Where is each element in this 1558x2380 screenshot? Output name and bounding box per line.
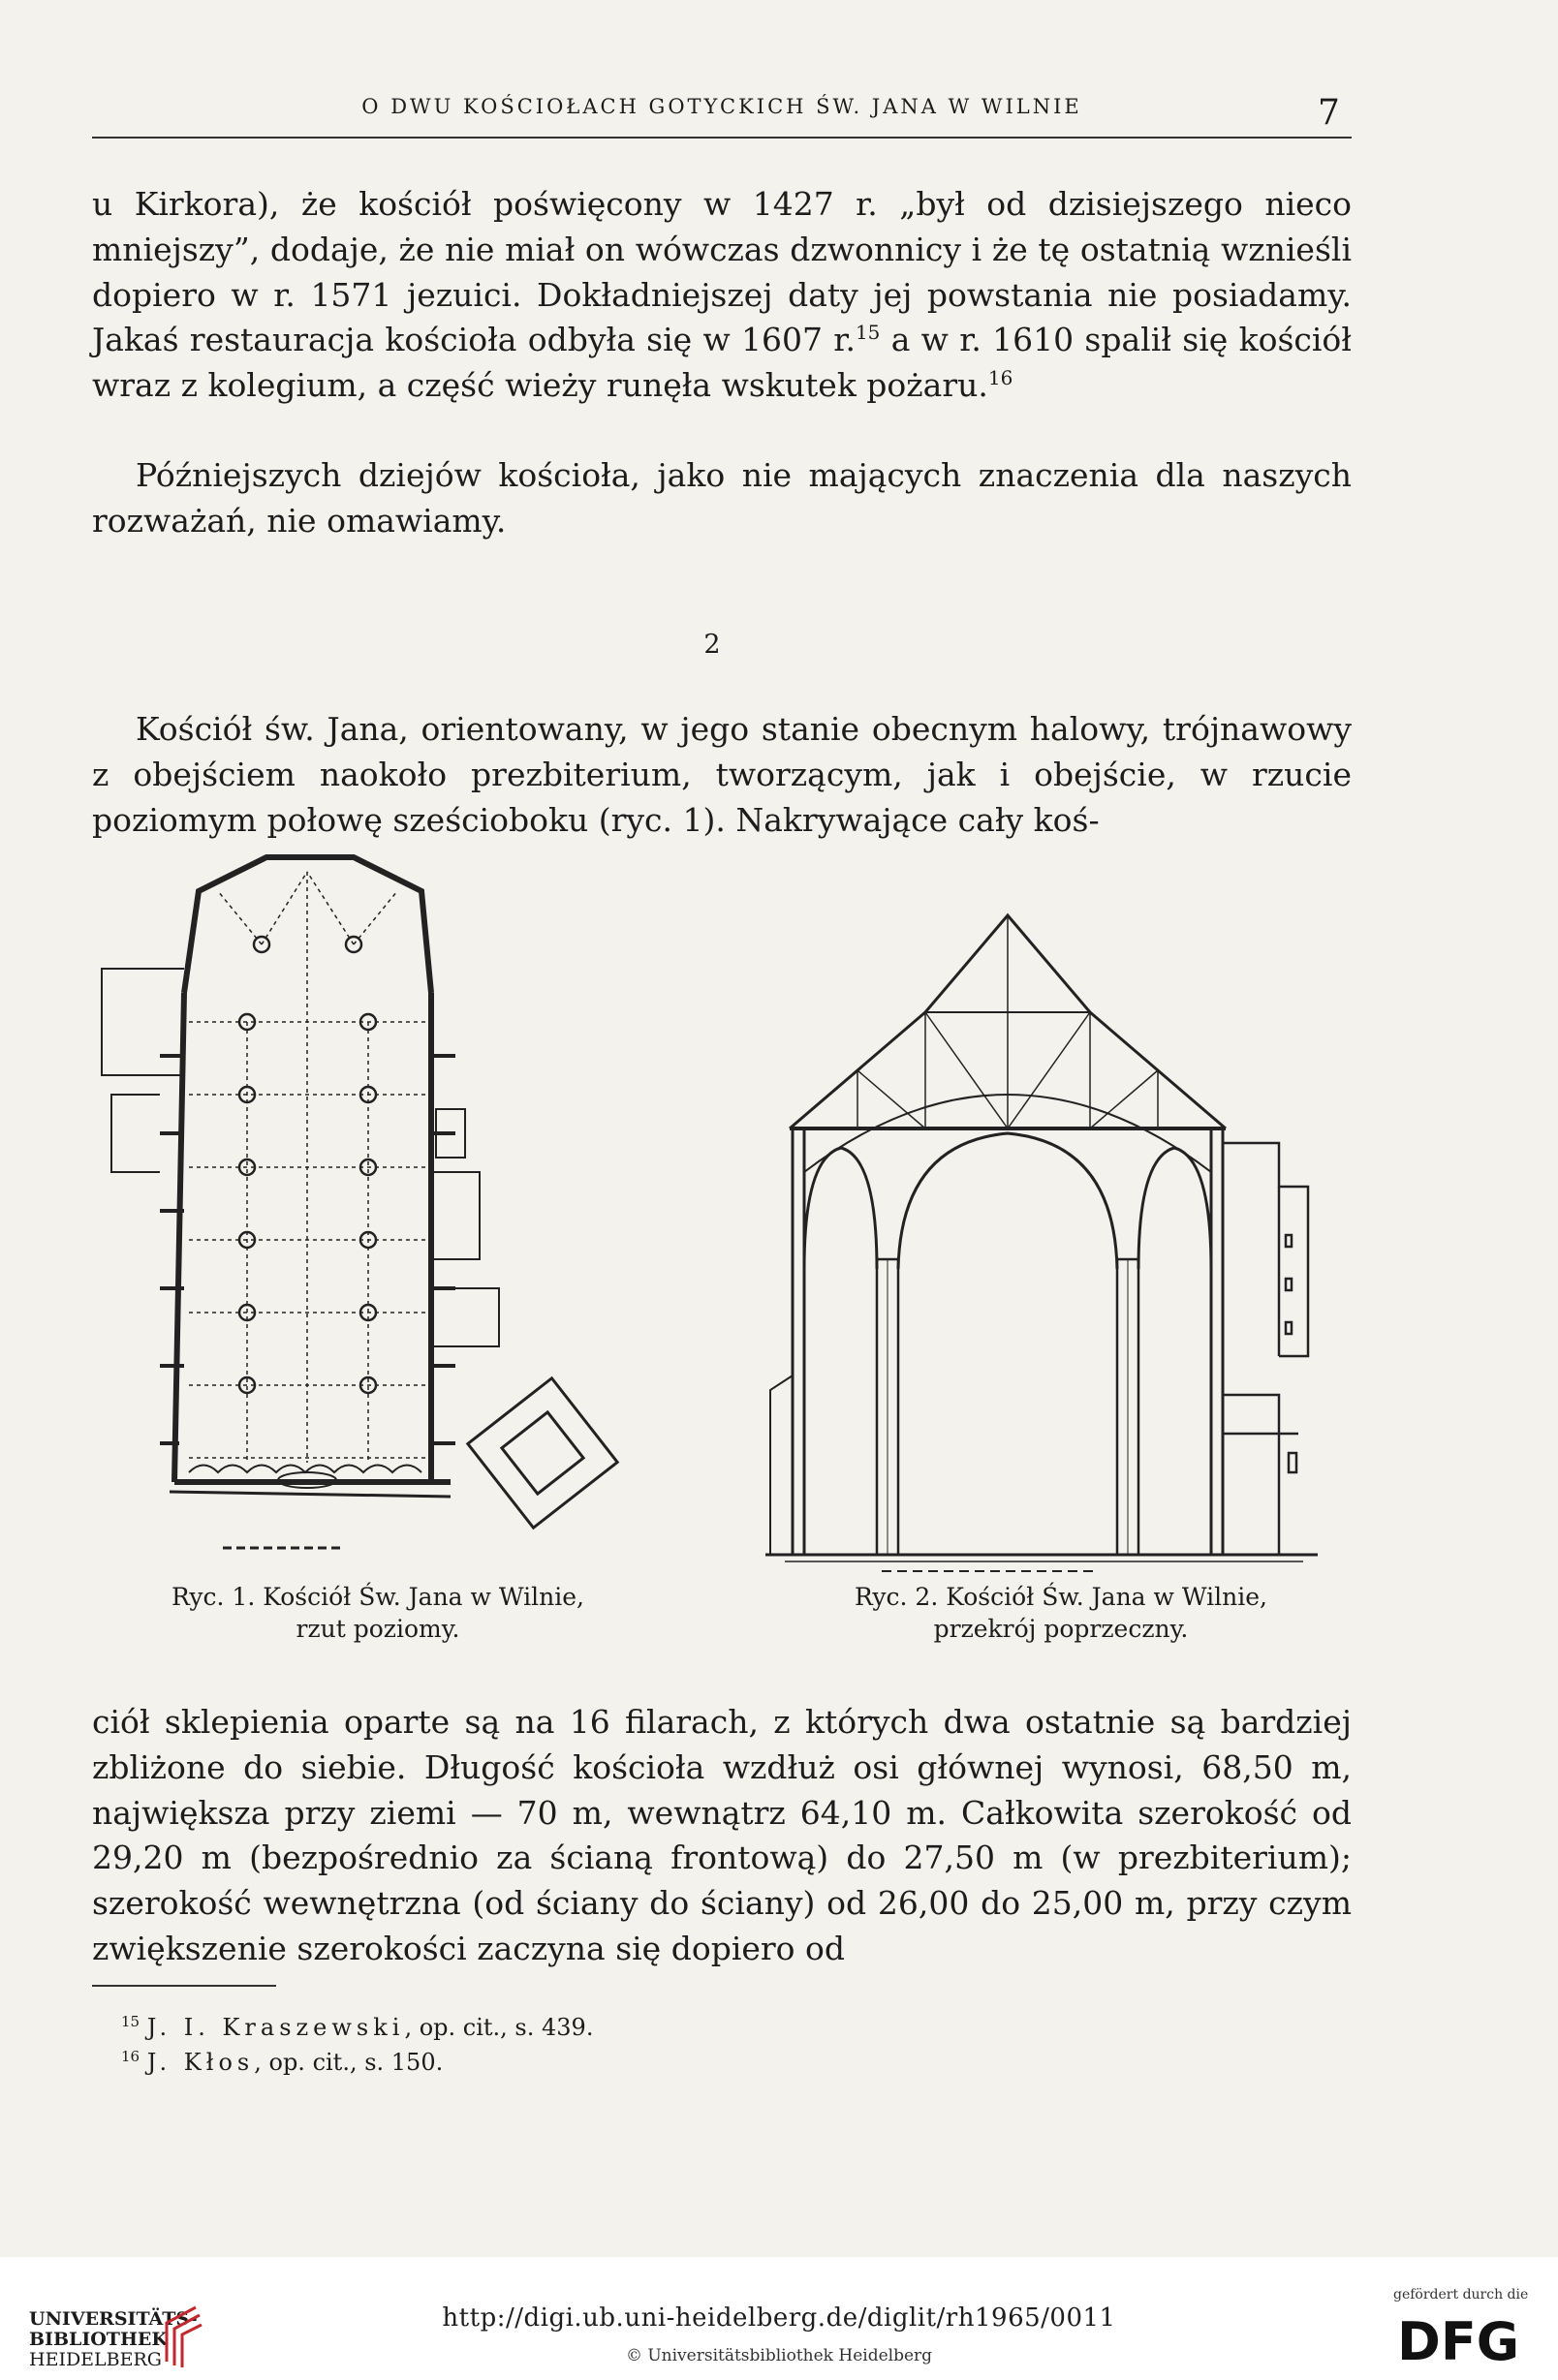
page-number: 7 bbox=[1318, 93, 1340, 133]
footnote-ref-16[interactable]: 16 bbox=[987, 366, 1013, 390]
footer-copyright: © Universitätsbibliothek Heidelberg bbox=[625, 2346, 933, 2365]
footer-url-link[interactable]: http://digi.ub.uni-heidelberg.de/diglit/rh1965/0011 bbox=[442, 2303, 1116, 2333]
library-name[interactable]: UNIVERSITÄTS- BIBLIOTHEK HEIDELBERG bbox=[29, 2308, 198, 2370]
section-number: 2 bbox=[703, 630, 721, 660]
footnote-rule bbox=[92, 1985, 276, 1987]
figure-2-cross-section bbox=[736, 852, 1342, 1589]
paragraph-4: ciół sklepienia oparte są na 16 filarach, z których dwa ostatnie są bardziej zbliżone do siebie. Długość kościoła wzdłuż osi głównej wynosi, 68,50 m, największa przy ziemi — 70 m, wewnątrz 64,10 m. Całkowita szerokość od 29,20 m (bezpośrednio za ścianą frontową) do 27,50 m (w prezbiterium); szerokość wewnętrzna (od ściany do ściany) od 26,00 do 25,00 m, przy czym zwiększenie szerokości zaczyna się dopiero od bbox=[92, 1703, 1352, 1967]
footnote-ref-15[interactable]: 15 bbox=[855, 321, 881, 345]
figure-1-caption: Ryc. 1. Kościół Św. Jana w Wilnie, rzut poziomy. bbox=[171, 1583, 584, 1643]
footnote-15: $^{15}$ J. I. Kraszewski, op. cit., s. 439. bbox=[121, 2013, 594, 2041]
figure-2-caption: Ryc. 2. Kościół Św. Jana w Wilnie, przekrój poprzeczny. bbox=[855, 1583, 1267, 1643]
paragraph-3: Kościół św. Jana, orientowany, w jego stanie obecnym halowy, trójnawowy z obejściem naokoło prezbiterium, tworzącym, jak i obejście, w rzucie poziomym połowę sześcioboku (ryc. 1). Nakrywające cały koś- bbox=[92, 710, 1352, 839]
figure-1-floor-plan bbox=[92, 852, 635, 1589]
svg-text:DFG: DFG bbox=[1397, 2311, 1520, 2367]
header-rule bbox=[92, 137, 1352, 139]
funded-by-label: gefördert durch die bbox=[1393, 2287, 1529, 2303]
footnote-16: $^{16}$ J. Kłos, op. cit., s. 150. bbox=[121, 2048, 444, 2076]
paragraph-2: Późniejszych dziejów kościoła, jako nie mających znaczenia dla naszych rozważań, nie omawiamy. bbox=[92, 456, 1352, 540]
dfg-logo-icon[interactable] bbox=[1395, 2309, 1526, 2367]
paragraph-1: u Kirkora), że kościół poświęcony w 1427 r. „był od dzisiejszego nieco mniejszy”, dodaje, że nie miał on wówczas dzwonnicy i że tę ostatnią wznieśli dopiero w r. 1571 jezuici. Dokładniejszej daty jej powstania nie posiadamy. Jakaś restauracja kościoła odbyła się w 1607 r.$^{15}$ a w r. 1610 spalił się kościół wraz z kolegium, a część wieży runęła wskutek pożaru.$^{16}$ bbox=[92, 185, 1352, 405]
running-header: O DWU KOŚCIOŁACH GOTYCKICH ŚW. JANA W WILNIE bbox=[361, 95, 1082, 118]
